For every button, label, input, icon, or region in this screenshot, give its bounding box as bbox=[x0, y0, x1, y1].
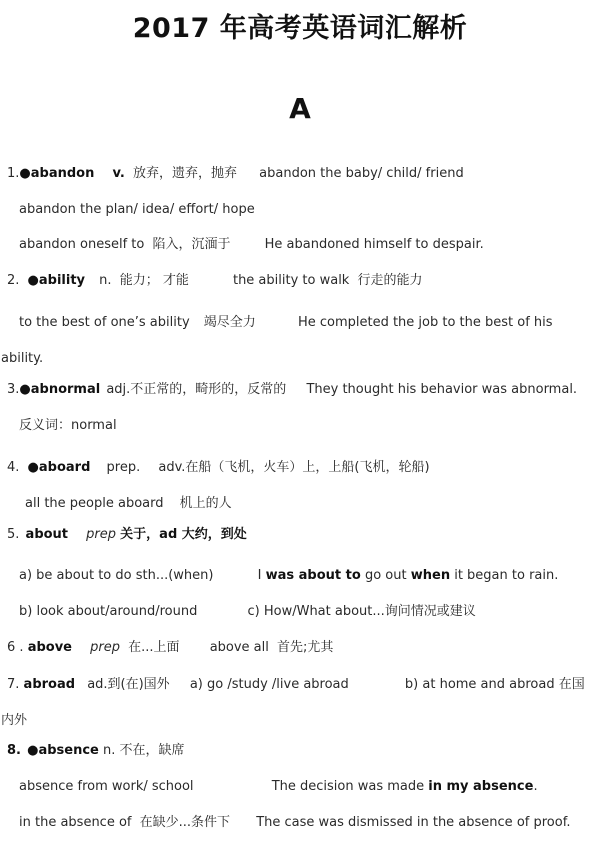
entry-ability-headline bbox=[7, 272, 423, 290]
phrase-meaning: 陷入，沉湎于 bbox=[152, 237, 231, 252]
entry-meaning: 关于，ad 大约，到处 bbox=[120, 527, 247, 542]
entry-example: the ability to walk bbox=[232, 273, 350, 288]
example-sentence-continued: ability. bbox=[1, 351, 44, 366]
entry-number: 7. bbox=[7, 677, 20, 692]
entry-number: 4. bbox=[7, 460, 20, 475]
entry-aboard-example-line bbox=[25, 495, 232, 513]
part-of-speech: v. bbox=[112, 166, 125, 181]
part-of-speech: prep bbox=[90, 640, 120, 655]
usage-item: b) look about/around/round bbox=[19, 604, 198, 619]
entry-meaning: 放弃，遗弃，抛弃 bbox=[133, 166, 238, 181]
entry-meaning: 能力； 才能 bbox=[119, 273, 189, 288]
entry-about-line-a bbox=[19, 567, 558, 585]
phrase-meaning: 首先;尤其 bbox=[277, 640, 334, 655]
entry-meaning: adj.不正常的，畸形的，反常的 bbox=[106, 382, 287, 397]
usage-item-continued: 内外 bbox=[1, 713, 28, 728]
entry-meaning: 在...上面 bbox=[128, 640, 180, 655]
entry-word: above bbox=[27, 640, 72, 655]
entry-example: abandon the baby/ child/ friend bbox=[259, 166, 464, 181]
usage-item: a) go /study /live abroad bbox=[189, 677, 349, 692]
entry-word: abroad bbox=[23, 677, 76, 692]
entry-example: absence from work/ school bbox=[19, 779, 194, 794]
page-title: 2017 年高考英语词汇解析 bbox=[132, 13, 468, 44]
example-sentence: The case was dismissed in the absence of proof. bbox=[256, 815, 571, 830]
entry-meaning: adv.在船（飞机，火车）上，上船(飞机，轮船) bbox=[158, 460, 430, 475]
entry-word: about bbox=[25, 527, 69, 542]
example-sentence: He completed the job to the best of his bbox=[297, 315, 553, 330]
entry-example: all the people aboard bbox=[25, 496, 164, 511]
entry-number: 1. bbox=[7, 166, 20, 181]
entry-word: ●absence bbox=[27, 743, 99, 758]
entry-phrase: above all bbox=[209, 640, 269, 655]
entry-absence-example-line bbox=[19, 778, 538, 796]
entry-number: 6 . bbox=[7, 640, 24, 655]
entry-absence-phrase-line bbox=[19, 814, 570, 832]
entry-abroad-headline bbox=[7, 676, 585, 694]
entry-abandon-headline bbox=[7, 165, 464, 183]
part-of-speech: prep. bbox=[106, 460, 141, 475]
usage-item: b) at home and abroad 在国 bbox=[404, 677, 585, 692]
section-heading: A bbox=[289, 92, 311, 125]
entry-above-headline bbox=[7, 639, 333, 657]
entry-number: 3. bbox=[7, 382, 20, 397]
antonym-note: 反义词：normal bbox=[19, 418, 117, 433]
part-of-speech: n. bbox=[99, 273, 112, 288]
example-meaning: 机上的人 bbox=[179, 496, 232, 511]
entry-phrase: to the best of one’s ability bbox=[19, 315, 190, 330]
entry-word: ●abandon bbox=[19, 166, 95, 181]
entry-phrase: abandon oneself to bbox=[19, 237, 145, 252]
entry-phrase: in the absence of bbox=[19, 815, 132, 830]
part-of-speech: prep bbox=[86, 527, 117, 542]
entry-meaning: ad.到(在)国外 bbox=[87, 677, 170, 692]
example-sentence: He abandoned himself to despair. bbox=[264, 237, 484, 252]
usage-item: a) be about to do sth...(when) bbox=[19, 568, 214, 583]
entry-number: 2. bbox=[7, 273, 20, 288]
usage-item: c) How/What about...询问情况或建议 bbox=[247, 604, 476, 619]
entry-number: 8. bbox=[7, 743, 21, 758]
entry-meaning: n. 不在，缺席 bbox=[103, 743, 185, 758]
phrase-meaning: 竭尽全力 bbox=[203, 315, 256, 330]
entry-abandon-phrase-line bbox=[19, 236, 484, 254]
entry-word: ●abnormal bbox=[19, 382, 101, 397]
example-sentence: The decision was made in my absence. bbox=[271, 779, 538, 794]
entry-about-line-b bbox=[19, 603, 476, 621]
entry-word: ●ability bbox=[27, 273, 86, 288]
entry-example: abandon the plan/ idea/ effort/ hope bbox=[19, 202, 255, 217]
entry-abnormal-headline bbox=[7, 381, 577, 399]
entry-word: ●aboard bbox=[27, 460, 91, 475]
example-sentence: I was about to go out when it began to rain. bbox=[257, 568, 559, 583]
entry-absence-headline bbox=[7, 742, 185, 760]
entry-ability-phrase-line bbox=[19, 314, 553, 332]
entry-number: 5. bbox=[7, 527, 20, 542]
entry-aboard-headline bbox=[7, 459, 430, 477]
entry-about-headline bbox=[7, 526, 247, 544]
example-meaning: 行走的能力 bbox=[357, 273, 423, 288]
example-sentence: They thought his behavior was abnormal. bbox=[306, 382, 578, 397]
phrase-meaning: 在缺少...条件下 bbox=[139, 815, 231, 830]
